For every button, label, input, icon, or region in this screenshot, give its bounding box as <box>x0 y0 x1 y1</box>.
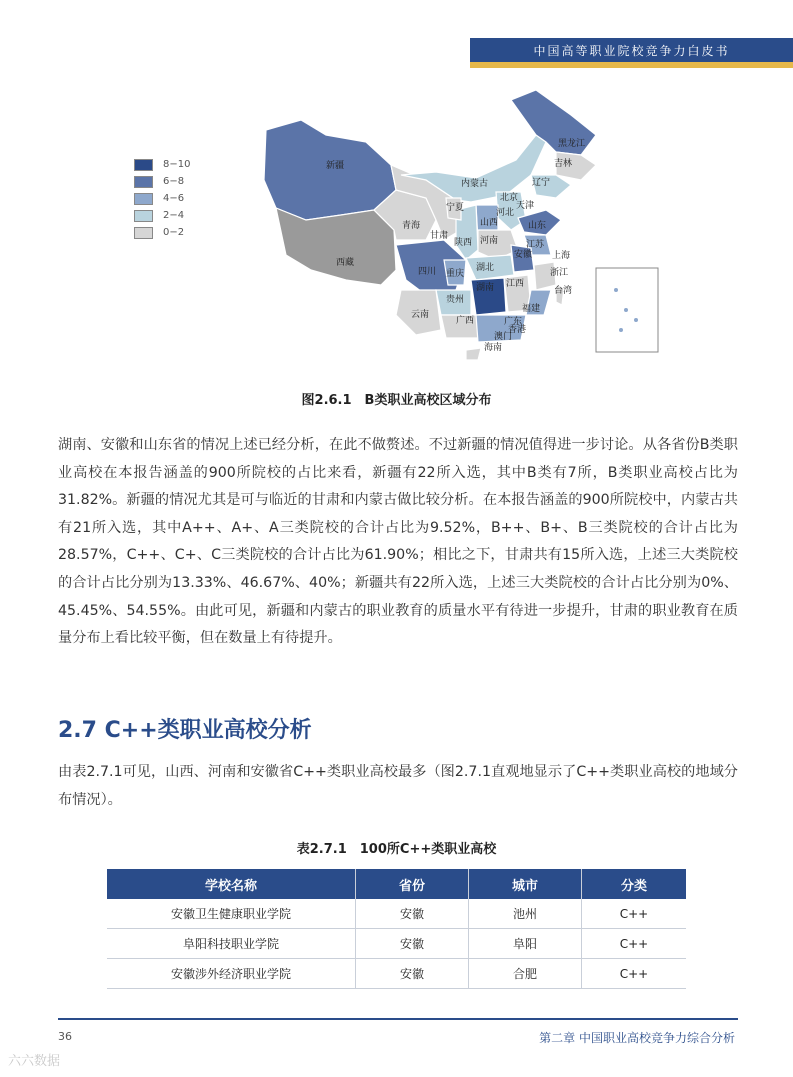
table-row <box>107 899 686 929</box>
column-header: 学校名称 <box>107 869 356 899</box>
table-cell: 池州 <box>469 899 582 929</box>
label-xizang: 西藏 <box>336 258 355 268</box>
region-xizang <box>276 208 396 285</box>
label-fujian: 福建 <box>522 304 541 314</box>
label-guangxi: 广西 <box>456 316 475 326</box>
label-jiangsu: 江苏 <box>526 240 545 250</box>
table-row <box>107 929 686 959</box>
table-caption: 表2.7.1 100所C++类职业高校 <box>296 842 497 857</box>
table-header-row <box>107 869 686 899</box>
label-macau: 澳门 <box>494 332 513 342</box>
label-chongqing: 重庆 <box>446 269 465 279</box>
label-gansu: 甘肃 <box>430 231 449 241</box>
table-cell: C++ <box>582 959 687 989</box>
table-cell: 安徽 <box>356 899 469 929</box>
header-accent-stripe <box>470 62 793 68</box>
footer-divider <box>58 1018 738 1020</box>
body-paragraph-2: 由表2.7.1可见，山西、河南和安徽省C++类职业高校最多（图2.7.1直观地显示了C++类职业高校的地域分布情况）。 <box>58 764 738 808</box>
label-tianjin: 天津 <box>516 201 535 211</box>
label-yunnan: 云南 <box>411 310 430 320</box>
label-liaoning: 辽宁 <box>532 178 551 188</box>
label-guizhou: 贵州 <box>446 295 465 305</box>
legend-label: 2−4 <box>163 210 185 221</box>
label-hainan: 海南 <box>484 343 503 353</box>
label-beijing: 北京 <box>500 193 519 203</box>
header-title: 中国高等职业院校竞争力白皮书 <box>470 38 793 62</box>
table-cell: 阜阳 <box>469 929 582 959</box>
china-province-map <box>126 80 666 380</box>
table-cell: C++ <box>582 899 687 929</box>
label-hunan: 湖南 <box>476 283 495 293</box>
legend-label: 8−10 <box>163 159 191 170</box>
table-cell: 安徽涉外经济职业学院 <box>107 959 356 989</box>
table-cell: 阜阳科技职业学院 <box>107 929 356 959</box>
column-header: 分类 <box>582 869 687 899</box>
label-hebei: 河北 <box>496 208 515 218</box>
label-shandong: 山东 <box>528 221 547 231</box>
column-header: 城市 <box>469 869 582 899</box>
figure-caption: 图2.6.1 B类职业高校区域分布 <box>301 393 492 408</box>
column-header: 省份 <box>356 869 469 899</box>
table-cell: C++ <box>582 929 687 959</box>
label-shanghai: 上海 <box>552 251 571 261</box>
page-number: 36 <box>58 1030 72 1043</box>
table-cell: 安徽 <box>356 929 469 959</box>
label-taiwan: 台湾 <box>554 286 573 296</box>
legend-label: 4−6 <box>163 193 185 204</box>
legend-label: 0−2 <box>163 227 185 238</box>
label-zhejiang: 浙江 <box>550 268 569 278</box>
label-heilongjiang: 黑龙江 <box>558 139 586 149</box>
section-title: 2.7 C++类职业高校分析 <box>58 718 312 743</box>
label-guangdong: 广东 <box>504 317 523 327</box>
watermark: 六六数据 <box>8 1054 61 1069</box>
label-henan: 河南 <box>480 236 499 246</box>
label-qinghai: 青海 <box>402 221 421 231</box>
table-cell: 安徽 <box>356 959 469 989</box>
table-cell: 安徽卫生健康职业学院 <box>107 899 356 929</box>
label-hongkong: 香港 <box>508 325 527 335</box>
data-table <box>107 869 686 989</box>
label-xinjiang: 新疆 <box>326 161 345 171</box>
label-shanxi: 山西 <box>480 218 499 228</box>
chapter-footer: 第二章 中国职业高校竞争力综合分析 <box>539 1031 735 1045</box>
table-cell: 合肥 <box>469 959 582 989</box>
label-sichuan: 四川 <box>418 267 437 277</box>
label-hubei: 湖北 <box>476 263 495 273</box>
label-jilin: 吉林 <box>554 159 573 169</box>
label-jiangxi: 江西 <box>506 279 525 289</box>
label-neimenggu: 内蒙古 <box>461 179 489 189</box>
legend-label: 6−8 <box>163 176 185 187</box>
label-anhui: 安徽 <box>514 250 533 260</box>
label-shaanxi: 陕西 <box>454 238 473 248</box>
table-row <box>107 959 686 989</box>
label-ningxia: 宁夏 <box>446 203 465 213</box>
region-hainan <box>466 348 481 360</box>
body-paragraph: 湖南、安徽和山东省的情况上述已经分析，在此不做赘述。不过新疆的情况值得进一步讨论。从各省份B类职业高校在本报告涵盖的900所院校的占比来看，新疆有22所入选，其中B类有7所，B类职业高校占比为31.82%。新疆的情况尤其是可与临近的甘肃和内蒙古做比较分析。在本报告涵盖的900所院校中，内蒙古共有21所入选，其中A++、A+、A三类院校的合计占比为9.52%，B++、B+、B三类院校的合计占比为28.57%，C++、C+、C三类院校的合计占比为61.90%；相比之下，甘肃共有15所入选，上述三大类院校的合计占比分别为13.33%、46.67%、40%；新疆共有22所入选，上述三大类院校的合计占比分别为0%、45.45%、54.55%。由此可见，新疆和内蒙古的职业教育的质量水平有待进一步提升，甘肃的职业教育在质量分布上看比较平衡，但在数量上有待提升。 <box>58 437 738 647</box>
